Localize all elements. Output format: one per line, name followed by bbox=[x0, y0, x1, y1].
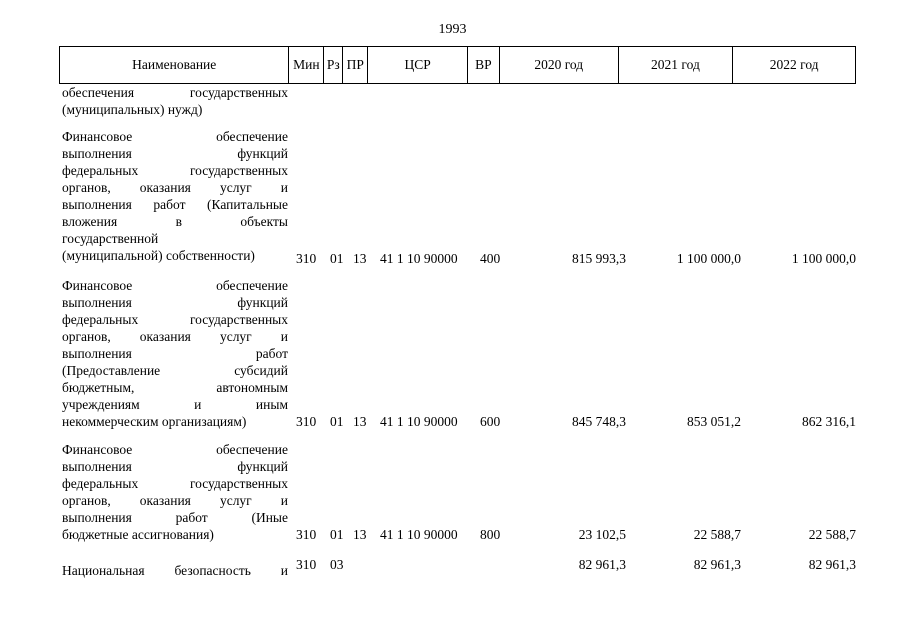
table-row-name bbox=[62, 128, 288, 264]
cell-pr: 13 bbox=[353, 527, 367, 542]
row-name-line: федеральных государственных bbox=[62, 312, 288, 327]
cell-rz: 01 bbox=[330, 414, 344, 429]
cell-2021: 22 588,7 bbox=[693, 527, 741, 542]
row-name-line: федеральных государственных bbox=[62, 163, 288, 178]
cell-2020: 23 102,5 bbox=[578, 527, 626, 542]
header-vr: ВР bbox=[468, 47, 500, 83]
cell-2022: 22 588,7 bbox=[808, 527, 856, 542]
cell-2022: 862 316,1 bbox=[802, 414, 856, 429]
row-name-line: (муниципальной) собственности) bbox=[62, 248, 255, 263]
cell-rz: 03 bbox=[330, 557, 344, 572]
row-name-line: государственной bbox=[62, 231, 159, 246]
row-name-line: органов, оказания услуг и bbox=[62, 493, 288, 508]
cell-2022: 1 100 000,0 bbox=[791, 251, 856, 266]
cell-csr: 41 1 10 90000 bbox=[380, 414, 458, 429]
row-name-line: выполнения функций bbox=[62, 295, 288, 310]
header-rz: Рз bbox=[324, 47, 343, 83]
row-name-line: выполнения работ bbox=[62, 346, 288, 361]
header-2020: 2020 год bbox=[500, 47, 619, 83]
row-name-line: выполнения функций bbox=[62, 146, 288, 161]
row-name-line: выполнения работ (Капитальные bbox=[62, 197, 288, 212]
cell-rz: 01 bbox=[330, 527, 344, 542]
cell-min: 310 bbox=[296, 251, 317, 266]
row-name-line: некоммерческим организациям) bbox=[62, 414, 247, 429]
cell-vr: 600 bbox=[480, 414, 501, 429]
row-name-line: Финансовое обеспечение bbox=[62, 278, 288, 293]
cell-2020: 82 961,3 bbox=[578, 557, 626, 572]
row-name-line: Финансовое обеспечение bbox=[62, 442, 288, 457]
row-name-line: обеспечения государственных bbox=[62, 85, 288, 100]
header-2022: 2022 год bbox=[769, 57, 819, 72]
row-name-line: бюджетные ассигнования) bbox=[62, 527, 214, 542]
row-name-line: Финансовое обеспечение bbox=[62, 129, 288, 144]
cell-min: 310 bbox=[296, 527, 317, 542]
cell-vr: 400 bbox=[480, 251, 501, 266]
cell-2022: 82 961,3 bbox=[808, 557, 856, 572]
cell-2020: 815 993,3 bbox=[572, 251, 626, 266]
header-2021: 2021 год bbox=[619, 47, 734, 83]
row-name-line: (Предоставление субсидий bbox=[62, 363, 288, 378]
row-name-line: бюджетным, автономным bbox=[62, 380, 288, 395]
table-row-name bbox=[62, 562, 288, 579]
page-number: 1993 bbox=[438, 22, 467, 37]
cell-pr: 13 bbox=[353, 414, 367, 429]
row-name-line: выполнения работ (Иные bbox=[62, 510, 288, 525]
table-row-name bbox=[62, 441, 288, 543]
cell-pr: 13 bbox=[353, 251, 367, 266]
cell-2021: 853 051,2 bbox=[687, 414, 741, 429]
cell-csr: 41 1 10 90000 bbox=[380, 251, 458, 266]
header-pr: ПР bbox=[343, 47, 368, 83]
row-name-line: вложения в объекты bbox=[62, 214, 288, 229]
row-name-line: органов, оказания услуг и bbox=[62, 180, 288, 195]
cell-rz: 01 bbox=[330, 251, 344, 266]
cell-2021: 1 100 000,0 bbox=[676, 251, 741, 266]
table-row-name bbox=[62, 84, 288, 118]
header-name: Наименование bbox=[60, 47, 289, 83]
row-name-line: (муниципальных) нужд) bbox=[62, 102, 203, 117]
header-csr: ЦСР bbox=[368, 47, 468, 83]
row-name-line: учреждениям и иным bbox=[62, 397, 288, 412]
cell-2021: 82 961,3 bbox=[693, 557, 741, 572]
row-name-line: федеральных государственных bbox=[62, 476, 288, 491]
cell-2020: 845 748,3 bbox=[572, 414, 626, 429]
cell-csr: 41 1 10 90000 bbox=[380, 527, 458, 542]
row-name-line: выполнения функций bbox=[62, 459, 288, 474]
table-header bbox=[59, 46, 856, 84]
header-min: Мин bbox=[289, 47, 324, 83]
row-name-line: органов, оказания услуг и bbox=[62, 329, 288, 344]
row-name-line: Национальная безопасность и bbox=[62, 563, 288, 578]
table-row-name bbox=[62, 277, 288, 430]
cell-min: 310 bbox=[296, 557, 317, 572]
cell-vr: 800 bbox=[480, 527, 501, 542]
cell-min: 310 bbox=[296, 414, 317, 429]
